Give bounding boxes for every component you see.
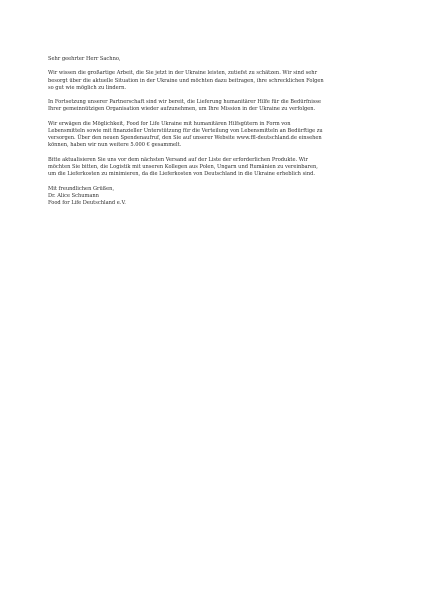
signature-block xyxy=(48,186,384,208)
closing-greeting: Mit freundlichen Grüßen, xyxy=(48,185,115,192)
signer-organization: Food for Life Deutschland e.V. xyxy=(48,199,126,206)
paragraph-line: In Fortsetzung unserer Partnerschaft sind wir bereit, die Lieferung humanitärer Hilfe für die Bedürfnisse xyxy=(48,99,322,106)
paragraph-line: Lebensmitteln sowie mit finanzieller Unterstützung für die Verteilung von Lebensmitteln an Bedürftige zu xyxy=(48,127,323,134)
signer-name: Dr. Alice Schumann xyxy=(48,192,99,199)
paragraph-line: möchten Sie bitten, die Logistik mit unseren Kollegen aus Polen, Ungarn und Rumänien zu vereinbaren, xyxy=(48,163,318,170)
paragraph-line: Ihrer gemeinnützigen Organisation wieder aufzunehmen, um Ihre Mission in der Ukraine zu verfolgen. xyxy=(48,106,316,113)
paragraph-appreciation xyxy=(48,70,384,92)
paragraph-support xyxy=(48,121,384,150)
paragraph-partnership xyxy=(48,99,384,113)
paragraph-line: Wir erwägen die Möglichkeit, Food for Life Ukraine mit humanitären Hilfsgütern in Form von xyxy=(48,120,291,127)
paragraph-line: so gut wie möglich zu lindern. xyxy=(48,84,127,91)
paragraph-line: Wir wissen die großartige Arbeit, die Sie jetzt in der Ukraine leisten, zutiefst zu schätzen. Wir sind sehr xyxy=(48,70,318,77)
paragraph-line: versorgen. Über den neuen Spendenaufruf, den Sie auf unserer Website www.ffl-deutschland.de einsehen xyxy=(48,135,322,142)
paragraph-line: können, haben wir nun weitere 5.000 € gesammelt. xyxy=(48,142,182,149)
paragraph-line: Bitte aktualisieren Sie uns vor dem nächsten Versand auf der Liste der erforderlichen Produkte. Wir xyxy=(48,156,308,163)
paragraph-logistics xyxy=(48,157,384,179)
letter-body xyxy=(48,56,384,214)
salutation-text: Sehr geehrter Herr Sachno, xyxy=(48,56,121,62)
paragraph-line: um die Lieferkosten zu minimieren, da die Lieferkosten von Deutschland in die Ukraine erheblich sind. xyxy=(48,171,315,178)
paragraph-line: besorgt über die aktuelle Situation in der Ukraine und möchten dazu beitragen, ihre schrecklichen Folgen xyxy=(48,77,324,84)
salutation xyxy=(48,56,384,63)
